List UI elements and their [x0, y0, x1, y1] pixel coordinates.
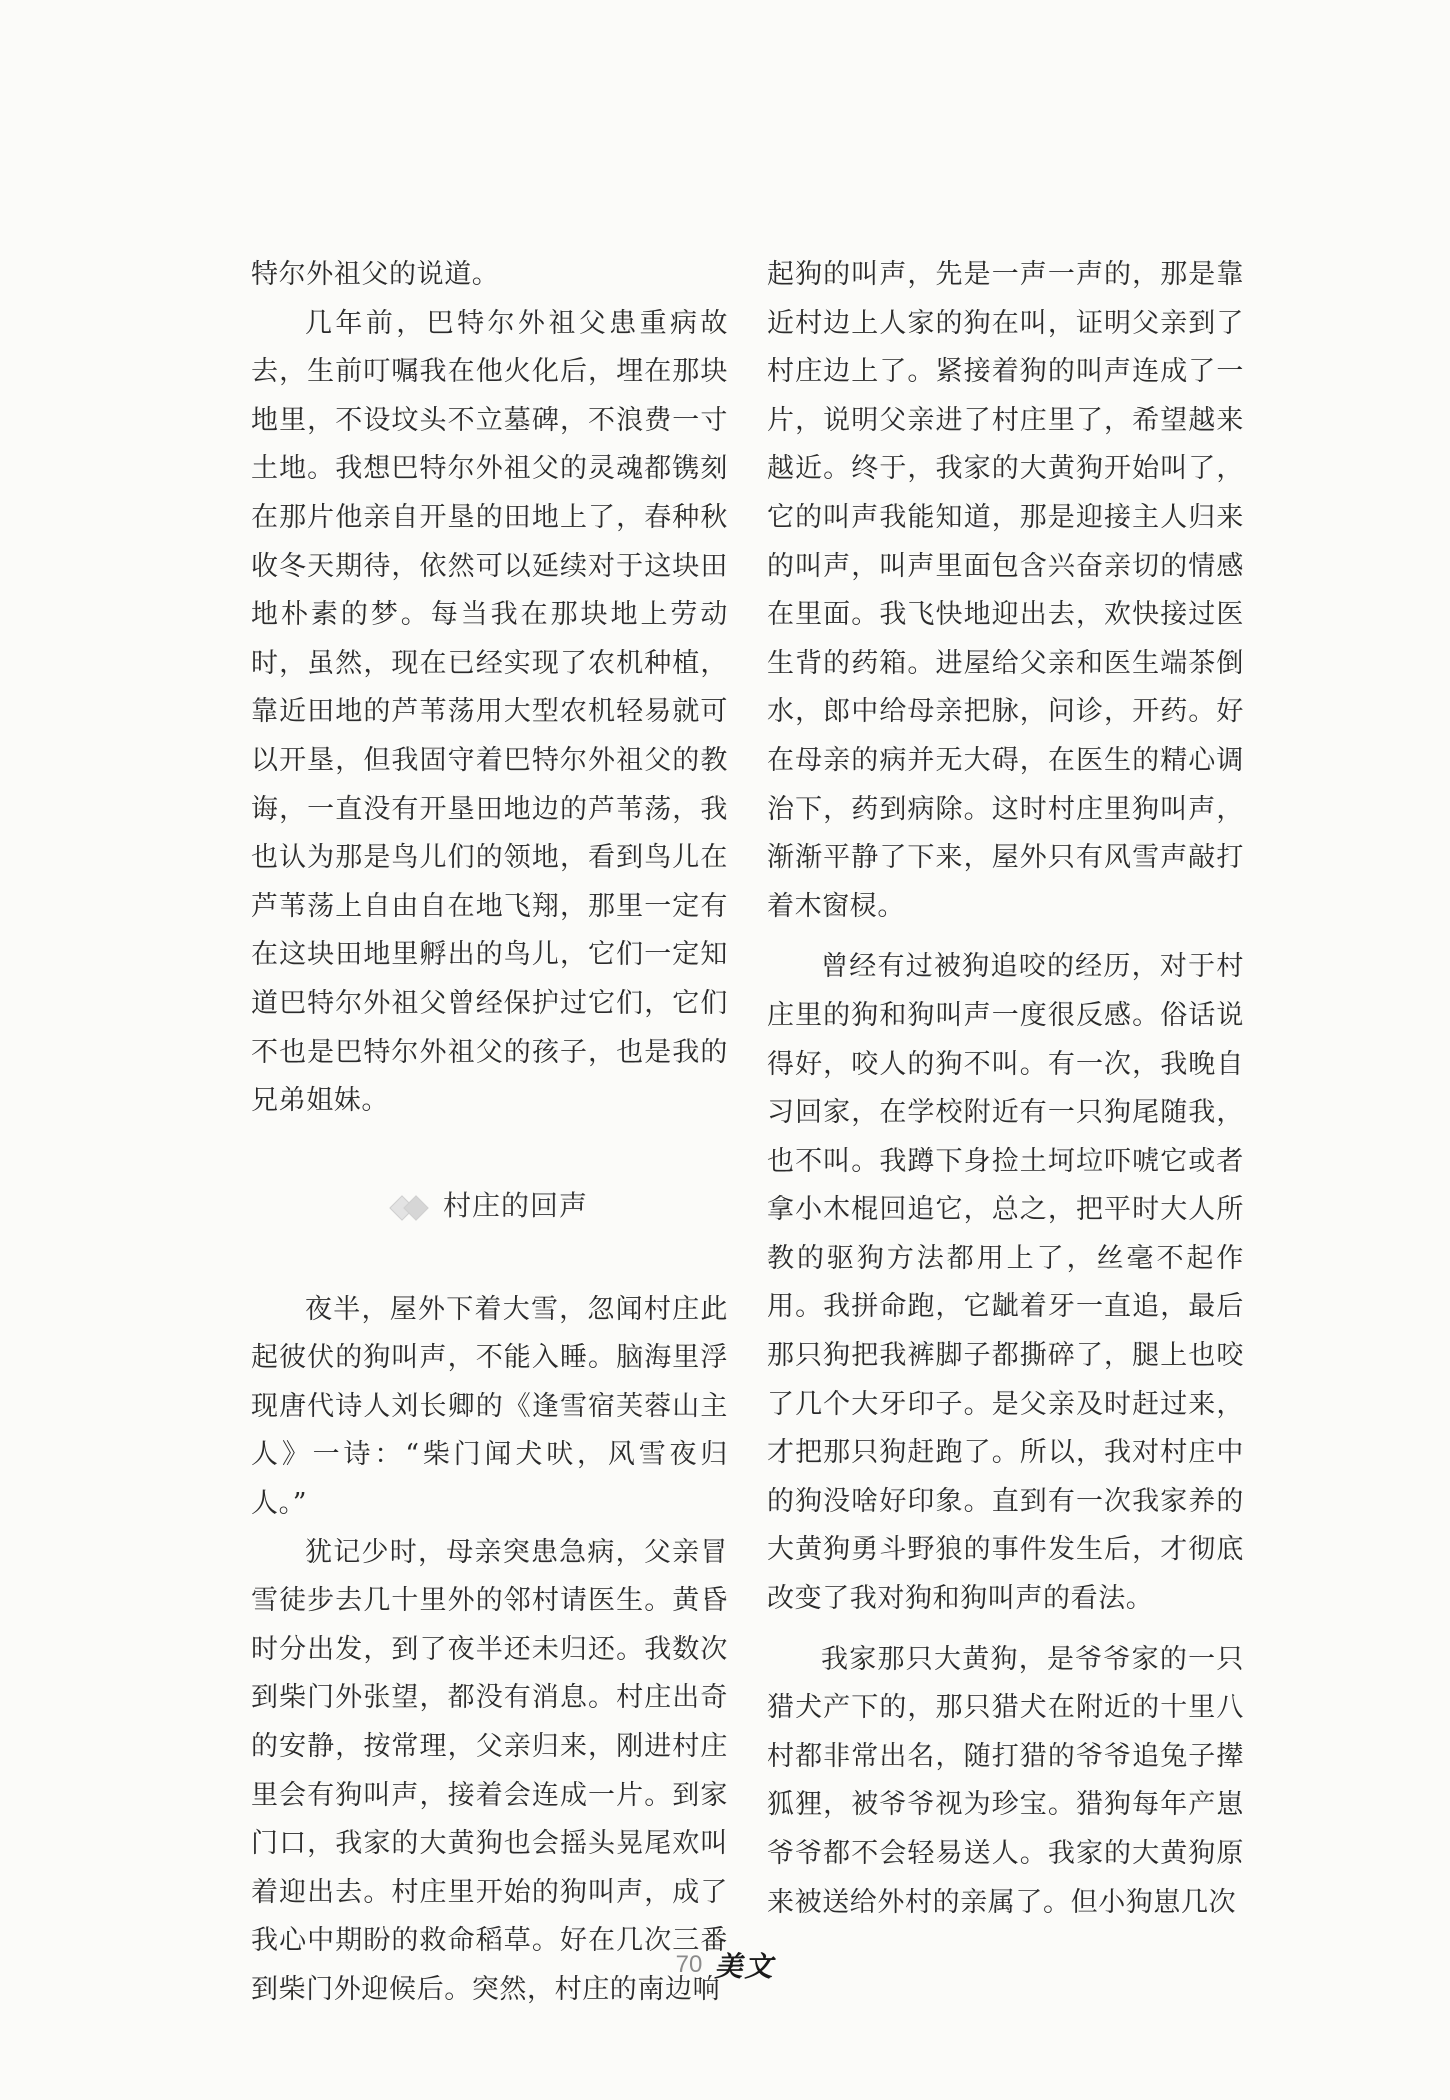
paragraph: 犹记少时，母亲突患急病，父亲冒雪徒步去几十里外的邻村请医生。黄昏时分出发，到了夜半还未归还。我数次到柴门外张望，都没有消息。村庄出奇的安静，按常理，父亲归来，刚进村庄里会有狗叫声，接着会连成一片。到家门口，我家的大黄狗也会摇头晃尾欢叫着迎出去。村庄里开始的狗叫声，成了我心中期盼的救命稻草。好在几次三番到柴门外迎候后。突然，村庄的南边响: [251, 1536, 728, 2005]
paragraph: 几年前，巴特尔外祖父患重病故去，生前叮嘱我在他火化后，埋在那块地里，不设坟头不立墓碑，不浪费一寸土地。我想巴特尔外祖父的灵魂都镌刻在那片他亲自开垦的田地上了，春种秋收冬天期待，依然可以延续对于这块田地朴素的梦。每当我在那块地上劳动时，虽然，现在已经实现了农机种植，靠近田地的芦苇荡用大型农机轻易就可以开垦，但我固守着巴特尔外祖父的教诲，一直没有开垦田地边的芦苇荡，我也认为那是鸟儿们的领地，看到鸟儿在芦苇荡上自由自在地飞翔，那里一定有在这块田地里孵出的鸟儿，它们一定知道巴特尔外祖父曾经保护过它们，它们不也是巴特尔外祖父的孩子，也是我的兄弟姐妹。: [251, 307, 728, 1117]
page-number: 70: [675, 1951, 703, 1978]
left-column: [251, 251, 728, 2015]
paragraph: 我家那只大黄狗，是爷爷家的一只猎犬产下的，那只猎犬在附近的十里八村都非常出名，随打猎的爷爷追兔子撵狐狸，被爷爷视为珍宝。猎狗每年产崽爷爷都不会轻易送人。我家的大黄狗原来被送给外村的亲属了。但小狗崽几次: [767, 1643, 1244, 1918]
paragraph: 夜半，屋外下着大雪，忽闻村庄此起彼伏的狗叫声，不能入睡。脑海里浮现唐代诗人刘长卿的《逢雪宿芙蓉山主人》一诗：“柴门闻犬吠，风雪夜归人。”: [251, 1293, 728, 1520]
section-title: 村庄的回声: [442, 1189, 588, 1223]
paragraph: 曾经有过被狗追咬的经历，对于村庄里的狗和狗叫声一度很反感。俗话说得好，咬人的狗不叫。有一次，我晚自习回家，在学校附近有一只狗尾随我，也不叫。我蹲下身捡土坷垃吓唬它或者拿小木棍回追它，总之，把平时大人所教的驱狗方法都用上了，丝毫不起作用。我拼命跑，它龇着牙一直追，最后那只狗把我裤脚子都撕碎了，腿上也咬了几个大牙印子。是父亲及时赶过来，才把那只狗赶跑了。所以，我对村庄中的狗没啥好印象。直到有一次我家养的大黄狗勇斗野狼的事件发生后，才彻底改变了我对狗和狗叫声的看法。: [767, 951, 1244, 1615]
magazine-logo: 美文: [714, 1950, 775, 1983]
diamond-ornament-icon: [391, 1194, 429, 1220]
right-column: [767, 251, 1244, 1927]
paragraph: 特尔外祖父的说道。: [251, 259, 500, 290]
section-heading: [251, 1177, 728, 1237]
page-footer: [0, 1945, 1450, 1985]
paragraph: 起狗的叫声，先是一声一声的，那是靠近村边上人家的狗在叫，证明父亲到了村庄边上了。紧接着狗的叫声连成了一片，说明父亲进了村庄里了，希望越来越近。终于，我家的大黄狗开始叫了，它的叫声我能知道，那是迎接主人归来的叫声，叫声里面包含兴奋亲切的情感在里面。我飞快地迎出去，欢快接过医生背的药箱。进屋给父亲和医生端茶倒水，郎中给母亲把脉，问诊，开药。好在母亲的病并无大碍，在医生的精心调治下，药到病除。这时村庄里狗叫声，渐渐平静了下来，屋外只有风雪声敲打着木窗棂。: [767, 259, 1244, 922]
